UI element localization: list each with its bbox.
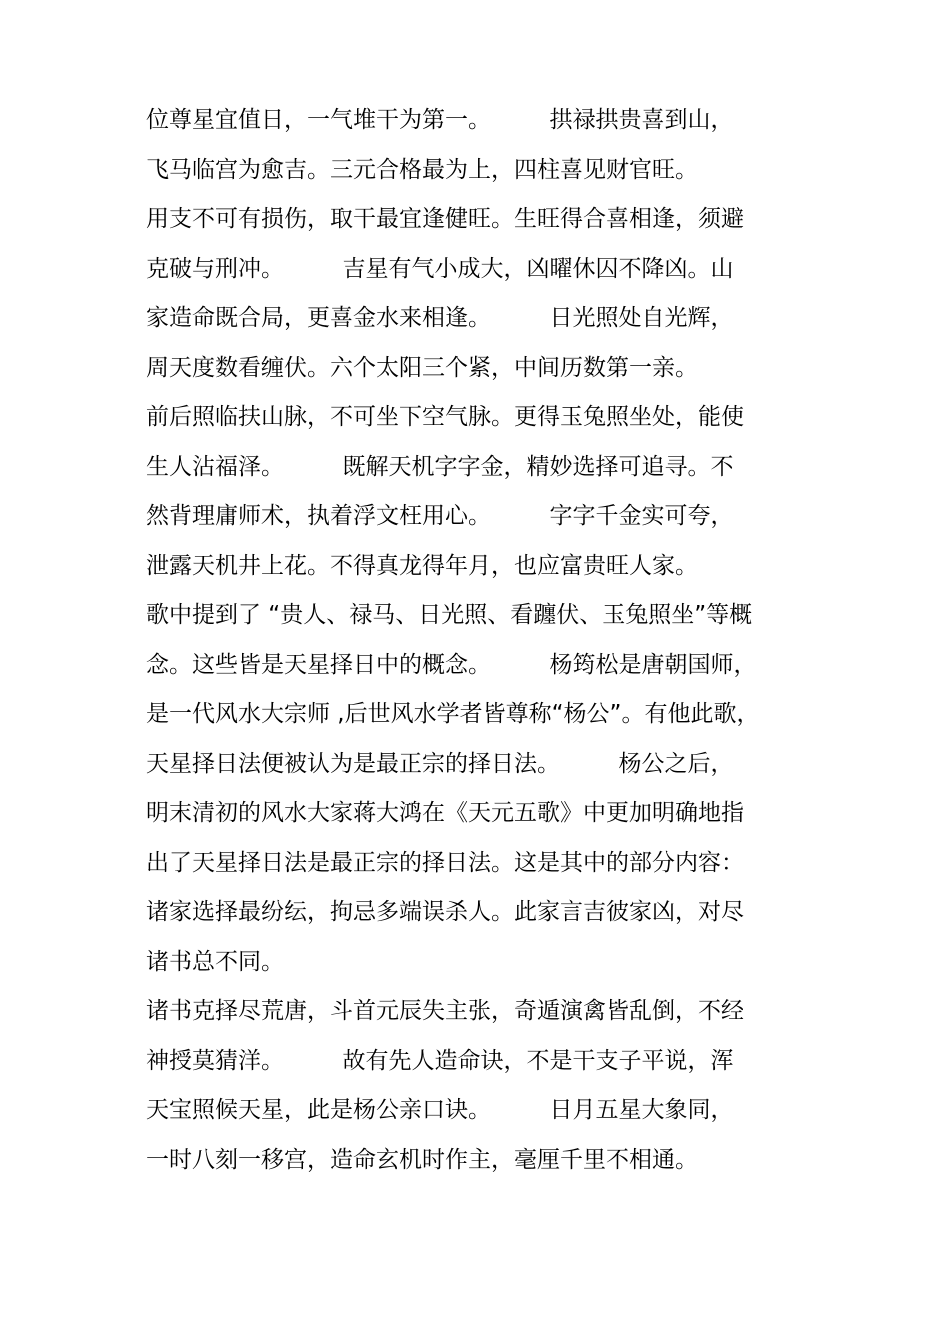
text-line: 天星择日法便被认为是最正宗的择日法。 杨公之后，	[146, 750, 734, 777]
text-line: 诸书克择尽荒唐，斗首元辰失主张，奇遁演禽皆乱倒，不经	[146, 998, 744, 1024]
text-line: 泄露天机井上花。不得真龙得年月，也应富贵旺人家。	[146, 552, 698, 579]
text-line: 位尊星宜值日，一气堆干为第一。 拱禄拱贵喜到山，	[146, 107, 734, 133]
text-line: 神授莫猜洋。 故有先人造命诀，不是干支子平说，浑	[146, 1047, 734, 1074]
text-line: 是一代风水大宗师 ,后世风水学者皆尊称“杨公”。有他此歌，	[146, 701, 760, 727]
text-line: 诸书总不同。	[146, 948, 284, 975]
text-line: 生人沾福泽。 既解天机字字金，精妙选择可追寻。不	[146, 453, 734, 480]
text-line: 飞马临宫为愈吉。三元合格最为上，四柱喜见财官旺。	[146, 156, 698, 183]
body-text	[146, 100, 826, 1189]
text-line: 前后照临扶山脉，不可坐下空气脉。更得玉兔照坐处，能使	[146, 404, 744, 430]
text-line: 克破与刑冲。 吉星有气小成大，凶曜休囚不降凶。山	[146, 255, 734, 282]
text-line: 歌中提到了 “贵人、禄马、日光照、看躔伏、玉兔照坐”等概	[146, 602, 753, 628]
text-line: 天宝照候天星，此是杨公亲口诀。 日月五星大象同，	[146, 1097, 734, 1123]
text-line: 家造命既合局，更喜金水来相逢。 日光照处自光辉，	[146, 305, 734, 331]
text-line: 然背理庸师术，执着浮文枉用心。 字字千金实可夸，	[146, 503, 734, 529]
text-line: 诸家选择最纷纭，拘忌多端误杀人。此家言吉彼家凶，对尽	[146, 899, 744, 925]
text-line: 用支不可有损伤，取干最宜逢健旺。生旺得合喜相逢，须避	[146, 206, 744, 232]
text-line: 念。这些皆是天星择日中的概念。 杨筠松是唐朝国师，	[146, 651, 757, 678]
text-line: 一时八刻一移宫，造命玄机时作主，毫厘千里不相通。	[146, 1146, 698, 1173]
text-line: 出了天星择日法是最正宗的择日法。这是其中的部分内容：	[146, 849, 744, 876]
text-line: 明末清初的风水大家蒋大鸿在《天元五歌》中更加明确地指	[146, 800, 744, 826]
text-line: 周天度数看缠伏。六个太阳三个紧，中间历数第一亲。	[146, 354, 698, 381]
